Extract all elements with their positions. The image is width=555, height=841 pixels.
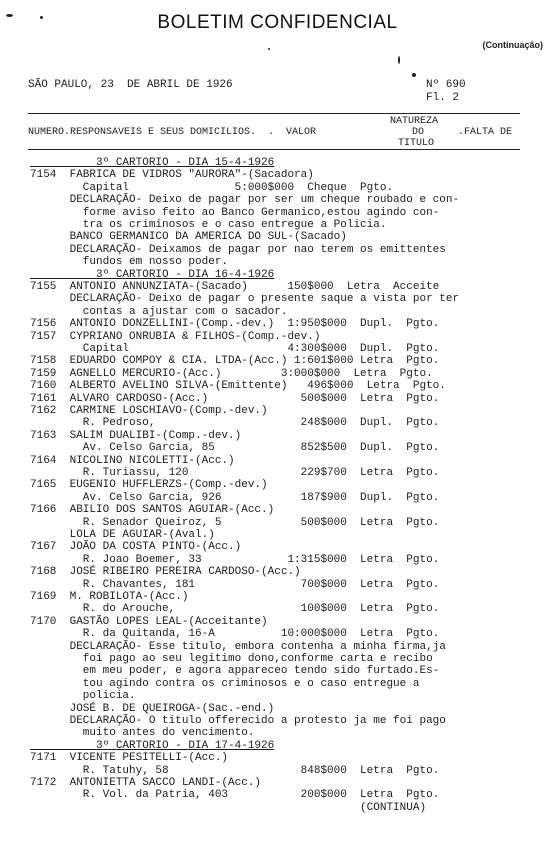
entry-line: 7159 AGNELLO MERCURIO-(Acc.) 3:000$000 Letra Pgto. xyxy=(30,367,433,380)
col-natureza-3: TITULO xyxy=(398,138,435,149)
entry-line: 7168 JOSÉ RIBEIRO PEREIRA CARDOSO-(Acc.) xyxy=(30,566,301,579)
entry-line: 7166 ABILIO DOS SANTOS AGUIAR-(Acc.) xyxy=(30,504,275,517)
entry-line: Capital 5:000$000 Cheque Pgto. xyxy=(30,181,394,194)
entry-line: 7154 FABRICA DE VIDROS "AURORA"-(Sacadora) xyxy=(30,169,314,182)
entry-line: Capital 4:300$000 Dupl. Pgto. xyxy=(30,343,440,355)
entry-line: 7155 ANTONIO ANNUNZIATA-(Sacado) 150$000 Letra Acceite xyxy=(30,281,440,293)
entry-line: foi pago ao seu legitimo dono,conforme carta e recibo xyxy=(30,653,433,665)
header-rule-top xyxy=(28,113,520,114)
entry-line: 7156 ANTONIO DONZELLINI-(Comp.-dev.) 1:950$000 Dupl. Pgto. xyxy=(30,318,440,331)
entry-line: R. do Arouche, 100$000 Letra Pgto. xyxy=(30,603,440,616)
entry-line: 7163 SALIM DUALIBI-(Comp.-dev.) xyxy=(30,429,242,442)
entry-line: tou agindo contra os criminosos e o caso entregue a xyxy=(30,677,420,690)
scan-speck xyxy=(6,14,13,17)
scan-speck xyxy=(398,56,400,64)
entry-line: R. Senador Queiroz, 5 500$000 Letra Pgto. xyxy=(30,516,440,529)
entry-line: R. Vol. da Patria, 403 200$000 Letra Pgto. xyxy=(30,789,440,802)
entry-line: JOSÉ B. DE QUEIROGA-(Sac.-end.) xyxy=(30,702,275,715)
entry-line: em meu poder, e agora appareceo tendo sido furtado.Es- xyxy=(30,665,440,678)
bulletin-number: Nº 690 xyxy=(426,79,466,91)
entry-line: R. Pedroso, 248$000 Dupl. Pgto. xyxy=(30,417,440,430)
sheet-number: Fl. 2 xyxy=(426,92,460,104)
entry-line: muito antes do vencimento. xyxy=(30,727,255,740)
entry-line: LOLA DE AGUIAR-(Aval.) xyxy=(30,529,215,541)
entry-line: R. Joao Boemer, 33 1:315$000 Letra Pgto. xyxy=(30,553,440,566)
declaration-line: DECLARAÇÃO- Deixo de pagar por ser um cheque roubado e con- xyxy=(30,194,460,207)
entry-line: 7161 ALVARO CARDOSO-(Acc.) 500$000 Letra Pgto. xyxy=(30,392,440,405)
entry-line: policia. xyxy=(30,690,136,703)
entry-line: 7169 M. ROBILOTA-(Acc.) xyxy=(30,591,189,603)
entry-line: fundos em nosso poder. xyxy=(30,256,229,269)
entry-line: Av. Celso Garcia, 926 187$900 Dupl. Pgto. xyxy=(30,491,440,504)
entry-line: 7162 CARMINE LOSCHIAVO-(Comp.-dev.) xyxy=(30,405,268,417)
entry-line: tra os criminosos e o caso entregue a Policia. xyxy=(30,219,387,231)
date-line: SÃO PAULO, 23 DE ABRIL DE 1926 xyxy=(28,79,233,91)
continuation-note: (Continuação) xyxy=(482,40,543,50)
entry-line: 7164 NICOLINO NICOLETTI-(Acc.) xyxy=(30,454,235,467)
entry-line: 7170 GASTÃO LOPES LEAL-(Acceitante) xyxy=(30,615,268,628)
entry-line: R. da Quitanda, 16-A 10:000$000 Letra Pgto. xyxy=(30,628,440,641)
declaration-line: DECLARAÇÃO- Deixo de pagar o presente saque a vista por ter xyxy=(30,293,460,306)
declaration-line: DECLARAÇÃO- O titulo offerecido a protesto ja me foi pago xyxy=(30,715,446,727)
entry-line: forme aviso feito ao Banco Germanico,estou agindo con- xyxy=(30,206,440,219)
entry-line: 7158 EDUARDO COMPOY & CIA. LTDA-(Acc.) 1:601$000 Letra Pgto. xyxy=(30,355,440,368)
section-heading: 3º CARTORIO - DIA 16-4-1926 xyxy=(30,268,275,281)
scan-speck xyxy=(412,73,416,77)
entry-line: 7157 CYPRIANO ONRUBIA & FILHOS-(Comp.-dev.) xyxy=(30,330,321,343)
entry-line: R. Turiassu, 120 229$700 Letra Pgto. xyxy=(30,467,440,479)
entry-line: R. Chavantes, 181 700$000 Letra Pgto. xyxy=(30,578,440,591)
entry-line: 7171 VICENTE PESITELLI-(Acc.) xyxy=(30,752,229,765)
header-rule-bottom xyxy=(28,149,520,150)
entry-line: BANCO GERMANICO DA AMERICA DO SUL-(Sacado) xyxy=(30,231,347,244)
entry-line: 7160 ALBERTO AVELINO SILVA-(Emittente) 496$000 Letra Pgto. xyxy=(30,380,446,393)
entry-line: 7165 EUGENIO HUFFLERZS-(Comp.-dev.) xyxy=(30,479,268,492)
scan-speck xyxy=(40,16,43,19)
entry-line: 7172 ANTONIETTA SACCO LANDI-(Acc.) xyxy=(30,777,262,789)
entry-line: (CONTINUA) xyxy=(30,801,427,814)
col-header-main: NUMERO.RESPONSAVEIS E SEUS DOMICILIOS. . VALOR xyxy=(28,127,317,138)
declaration-line: DECLARAÇÃO- Deixamos de pagar por nao terem os emittentes xyxy=(30,243,446,256)
page-title: BOLETIM CONFIDENCIAL xyxy=(157,12,398,33)
section-heading: 3º CARTORIO - DIA 15-4-1926 xyxy=(30,157,275,169)
col-falta: .FALTA DE xyxy=(458,127,513,138)
scan-speck xyxy=(268,48,270,50)
entry-line: R. Tatuhy, 58 848$000 Letra Pgto. xyxy=(30,764,440,777)
entry-line: 7167 JOÃO DA COSTA PINTO-(Acc.) xyxy=(30,541,242,554)
declaration-line: DECLARAÇÃO- Esse titulo, embora contenha a minha firma,ja xyxy=(30,640,446,653)
col-natureza-2: DO xyxy=(412,127,425,138)
entry-line: Av. Celso Garcia, 85 852$500 Dupl. Pgto. xyxy=(30,442,440,455)
entry-line: contas a ajustar com o sacador. xyxy=(30,305,288,318)
col-natureza-1: NATUREZA xyxy=(390,116,439,127)
section-heading: 3º CARTORIO - DIA 17-4-1926 xyxy=(30,739,275,752)
